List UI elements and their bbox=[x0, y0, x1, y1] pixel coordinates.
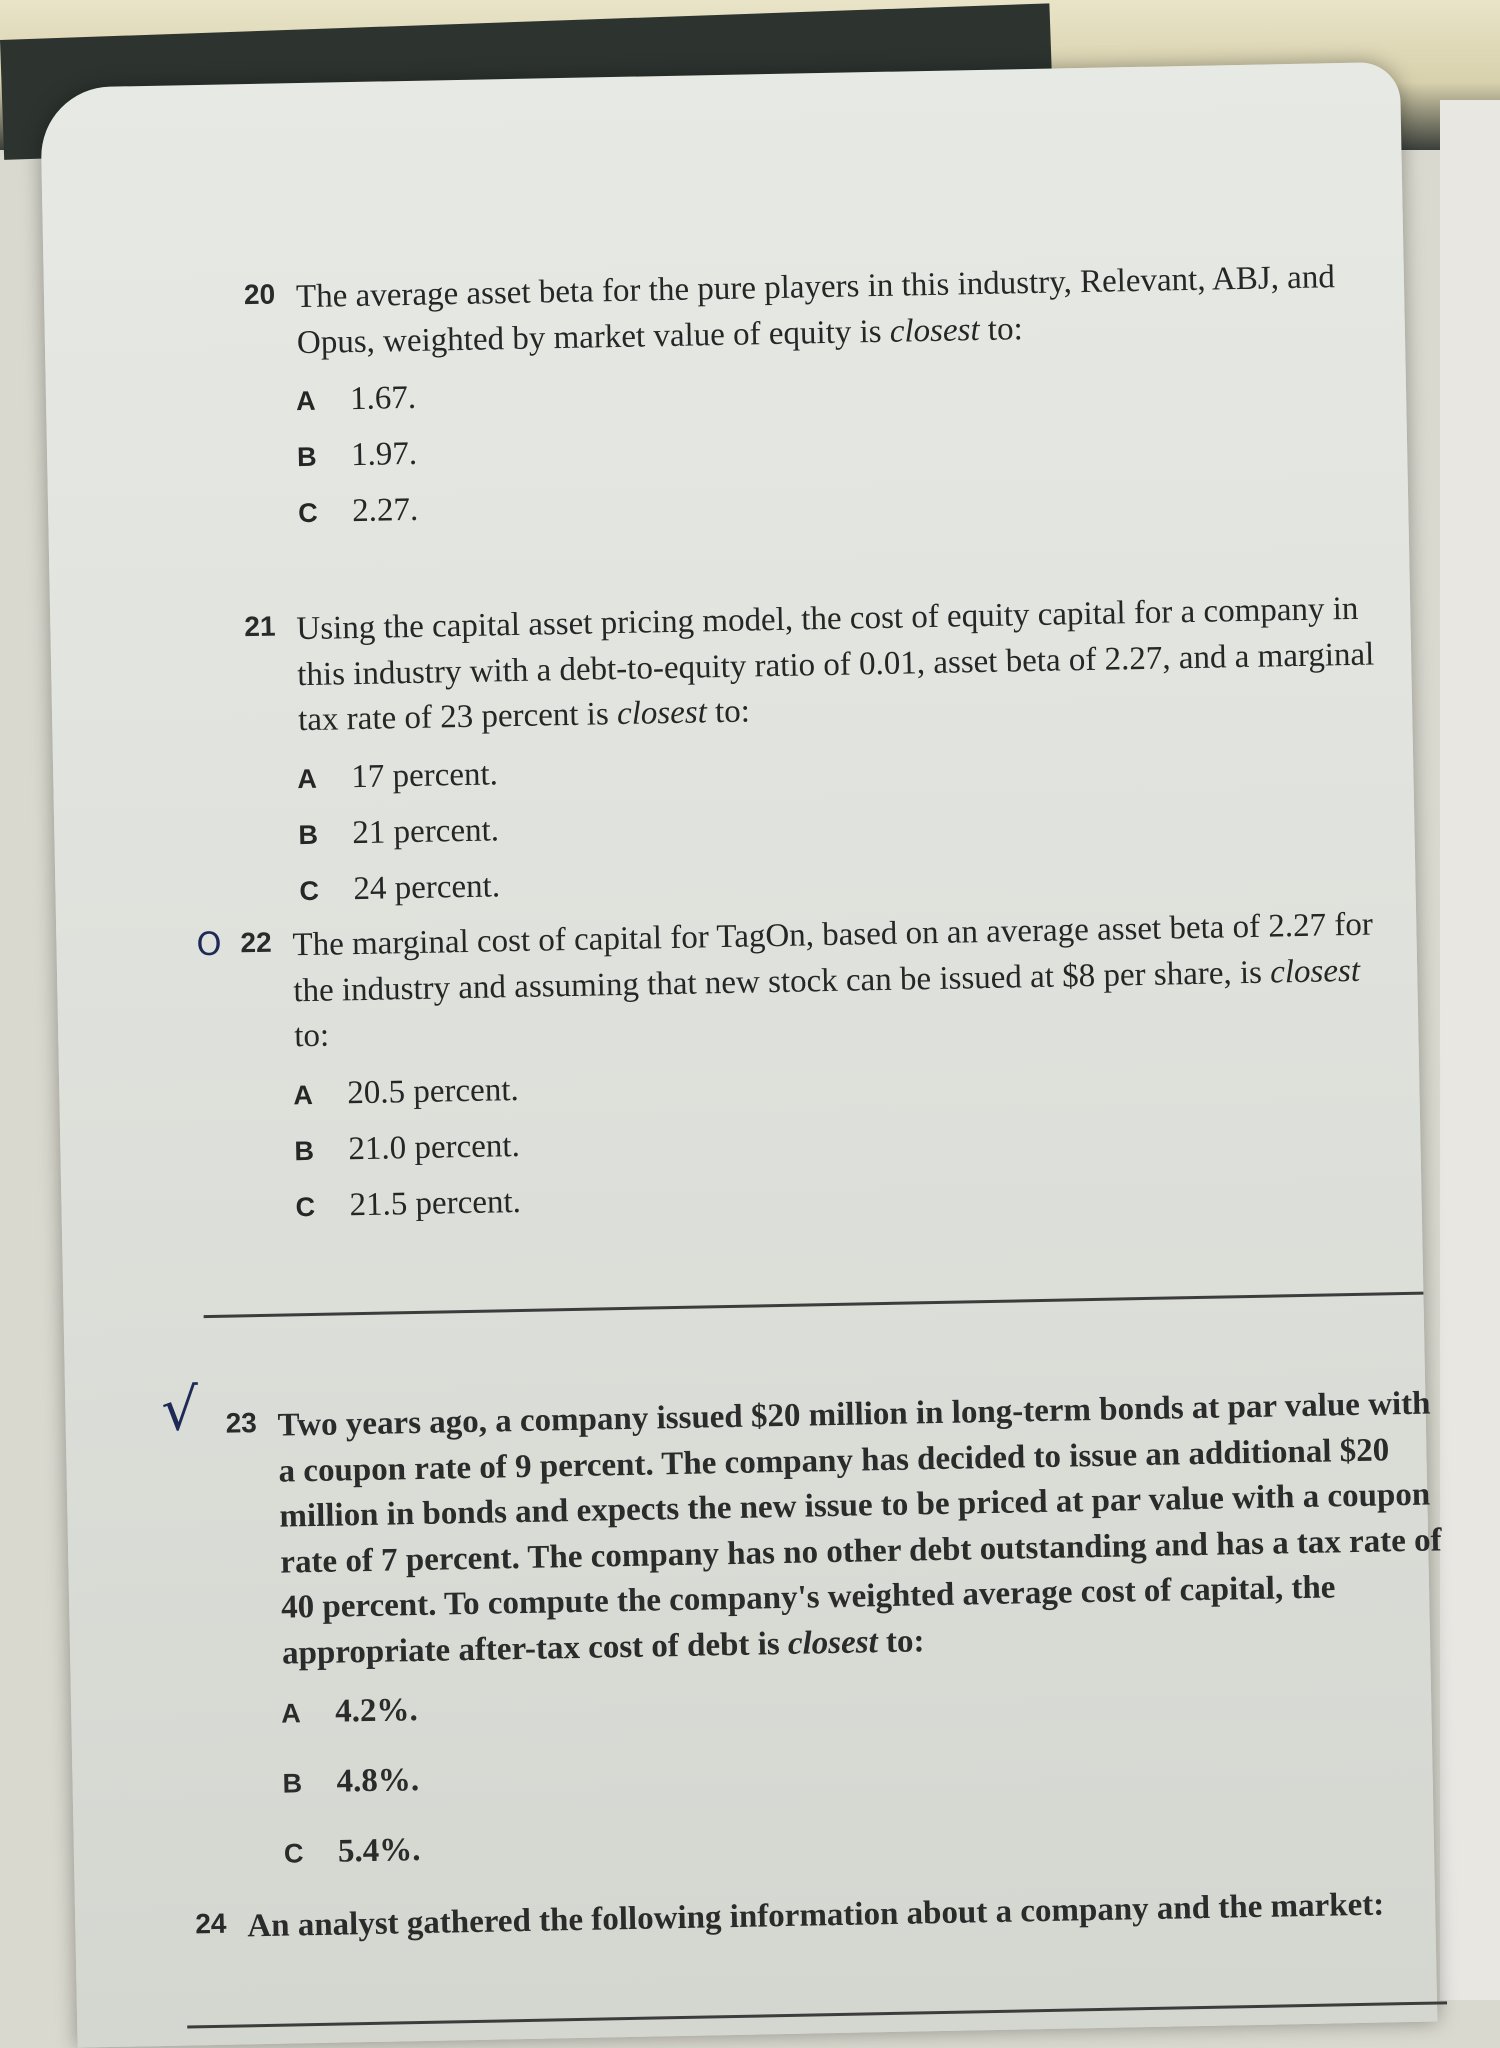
question-20 bbox=[244, 254, 1389, 551]
question-text: Using the capital asset pricing model, the cost of equity capital for a company in this industry with a debt-to-equity ratio of 0.01, asset beta of 2.27, and a marginal tax rate of 23 percent is closest to: bbox=[296, 590, 1375, 739]
question-number: 20 bbox=[243, 278, 276, 311]
question-text: An analyst gathered the following information about a company and the market: bbox=[246, 1886, 1385, 1945]
emphasis-word: closest bbox=[787, 1623, 879, 1662]
question-text: Two years ago, a company issued $20 million in long-term bonds at par value with a coupon rate of 9 percent. The company has decided to issue an additional $20 million in bonds and expects the new issue to be priced at par value with a coupon rate of 7 percent. The company has no other debt outstanding and has a tax rate of 40 percent. To compute the company's weighted average cost of capital, the appropriate after-tax cost of debt is closest to: bbox=[277, 1385, 1442, 1672]
question-21 bbox=[244, 586, 1400, 929]
emphasis-word: closest bbox=[616, 694, 708, 733]
option-b[interactable]: B 4.8%. bbox=[282, 1762, 420, 1800]
table-top-rule bbox=[187, 2001, 1447, 2028]
options-list bbox=[247, 739, 1400, 929]
option-a[interactable]: A 17 percent. bbox=[297, 755, 499, 795]
questions-block bbox=[160, 259, 1446, 1945]
section-divider bbox=[204, 1292, 1424, 1318]
option-c[interactable]: C 2.27. bbox=[297, 491, 419, 530]
question-number: 22 bbox=[240, 926, 272, 959]
page-stack-edge bbox=[1440, 100, 1500, 2000]
question-number: 24 bbox=[194, 1907, 227, 1940]
emphasis-word: closest bbox=[1269, 952, 1361, 991]
option-a[interactable]: A 4.2%. bbox=[280, 1692, 419, 1730]
book-page bbox=[40, 62, 1442, 2048]
question-text: The average asset beta for the pure players in this industry, Relevant, ABJ, and Opus, weighted by market value of equity is closest to: bbox=[295, 259, 1336, 361]
options-list bbox=[246, 361, 1389, 551]
option-b[interactable]: B 21 percent. bbox=[298, 811, 500, 851]
question-23 bbox=[160, 1375, 1449, 1905]
question-number: 23 bbox=[225, 1407, 258, 1439]
option-c[interactable]: C 21.5 percent. bbox=[295, 1183, 522, 1223]
option-b[interactable]: B 1.97. bbox=[296, 435, 418, 474]
option-b[interactable]: B 21.0 percent. bbox=[294, 1127, 521, 1167]
handwritten-checkmark: √ bbox=[160, 1375, 200, 1444]
options-list bbox=[243, 1055, 1406, 1245]
handwritten-circle-mark: O bbox=[196, 924, 223, 964]
option-c[interactable]: C 5.4%. bbox=[283, 1832, 421, 1870]
question-22 bbox=[196, 902, 1406, 1245]
options-list bbox=[231, 1672, 1450, 1905]
option-c[interactable]: C 24 percent. bbox=[299, 867, 501, 907]
option-a[interactable]: A 20.5 percent. bbox=[293, 1071, 520, 1111]
option-a[interactable]: A 1.67. bbox=[295, 379, 417, 418]
question-number: 21 bbox=[244, 610, 276, 643]
emphasis-word: closest bbox=[889, 311, 980, 350]
question-text: The marginal cost of capital for TagOn, based on an average asset beta of 2.27 for the industry and assuming that new stock can be issued at $8 per share, is closest to: bbox=[292, 906, 1374, 1055]
